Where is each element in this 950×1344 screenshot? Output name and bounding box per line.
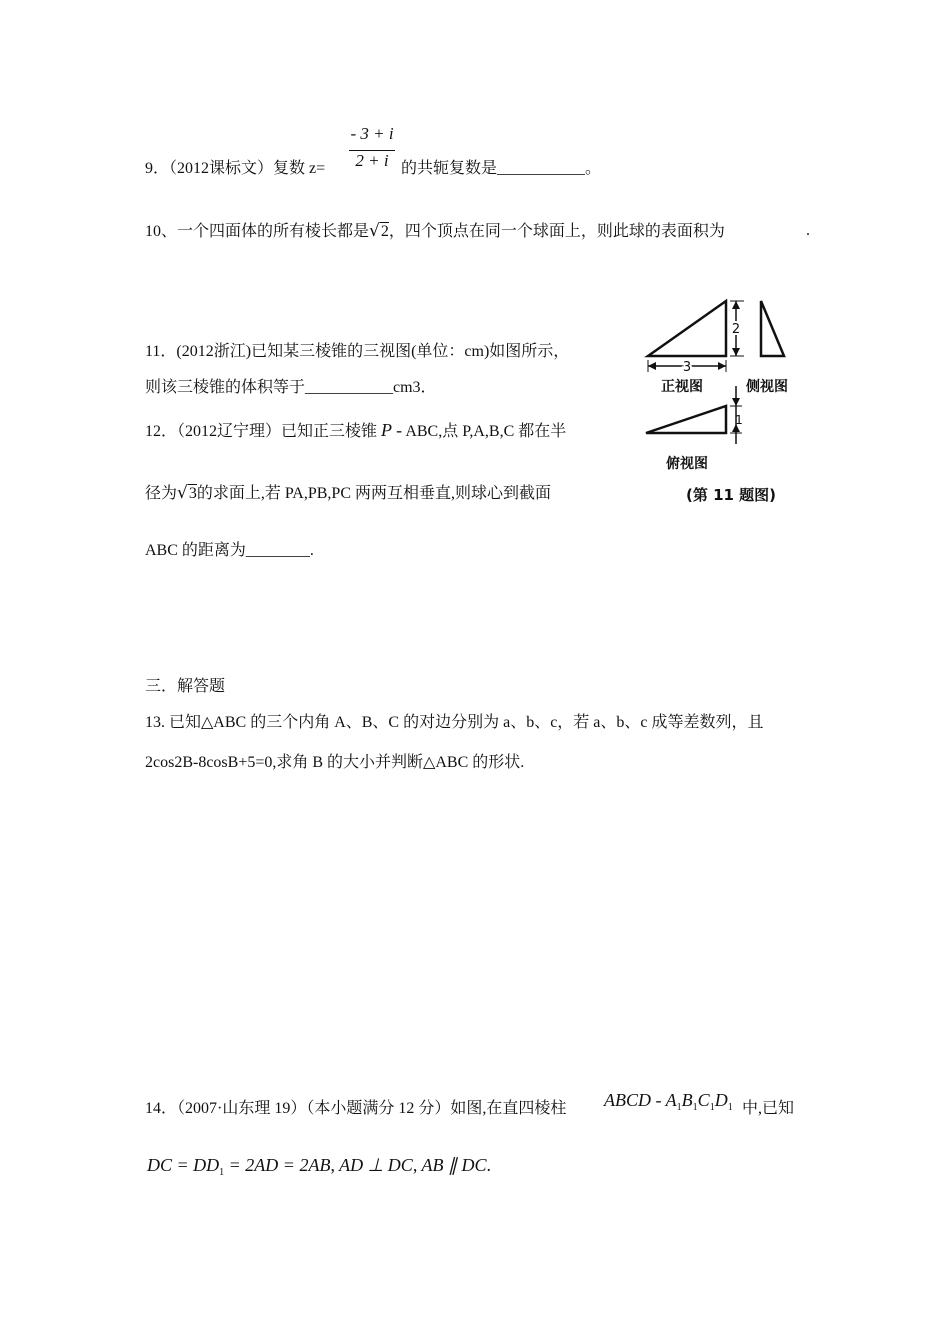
q14-eq1-rest: = 2AD = 2AB bbox=[224, 1155, 331, 1175]
arrow-left-icon bbox=[648, 362, 656, 370]
q9-denominator: 2 + i bbox=[355, 151, 389, 170]
arrow-down-icon bbox=[732, 348, 740, 356]
q14-suffix: 中,已知 bbox=[742, 1100, 795, 1117]
q14-prism-c: C bbox=[697, 1090, 710, 1110]
q12-prefix: 12．（2012辽宁理）已知正三棱锥 bbox=[145, 423, 378, 440]
q10-text bbox=[145, 221, 725, 242]
q10-suffix: ，四个顶点在同一个球面上，则此球的表面积为 bbox=[388, 223, 725, 240]
subscript: 1 bbox=[676, 1102, 682, 1113]
q14-sep: , bbox=[412, 1155, 418, 1175]
q10-end: . bbox=[806, 222, 810, 239]
q11-line2: 则该三棱锥的体积等于___________cm3． bbox=[145, 379, 437, 396]
q10-prefix: 10、一个四面体的所有棱长都是 bbox=[145, 223, 370, 240]
q14-conditions bbox=[147, 1155, 491, 1179]
q12-line2 bbox=[145, 483, 551, 504]
dim-label-2: 2 bbox=[731, 322, 741, 337]
subscript: 1 bbox=[709, 1102, 715, 1113]
q9-numerator: - 3 + i bbox=[350, 124, 394, 143]
q14-eq3: AB ∥ DC bbox=[421, 1155, 487, 1175]
q14-line1 bbox=[145, 1099, 566, 1119]
q14-end: . bbox=[486, 1155, 491, 1175]
section-title: 三．解答题 bbox=[145, 678, 226, 695]
arrow-up-icon bbox=[732, 301, 740, 309]
q14-eq2: AD ⊥ DC bbox=[339, 1155, 413, 1175]
dim-label-1: 1 bbox=[735, 413, 743, 427]
q13-line1: 13. 已知△ABC 的三个内角 A、B、C 的对边分别为 a、b、c，若 a、b、c 成等差数列，且 bbox=[145, 714, 764, 731]
q10-sqrt-arg: 2 bbox=[380, 223, 389, 240]
q11-line1: 11．(2012浙江)已知某三棱锥的三视图(单位：cm)如图所示， bbox=[145, 343, 570, 360]
three-view-figure bbox=[636, 296, 806, 508]
q12-line2-suffix: 的求面上,若 PA,PB,PC 两两互相垂直,则球心到截面 bbox=[196, 485, 551, 502]
q14-prism bbox=[604, 1090, 733, 1114]
subscript: 1 bbox=[727, 1102, 733, 1113]
q14-prism-main: ABCD - A bbox=[604, 1090, 677, 1110]
q12-sqrt-arg: 3 bbox=[188, 485, 197, 502]
label-top-view: 俯视图 bbox=[666, 456, 708, 472]
label-side-view: 侧视图 bbox=[746, 379, 788, 395]
q12-math-p: P - bbox=[381, 420, 403, 440]
subscript: 1 bbox=[219, 1167, 225, 1178]
q14-prism-b: B bbox=[681, 1090, 693, 1110]
arrow-down-icon bbox=[732, 398, 740, 406]
q9-suffix: 的共轭复数是___________。 bbox=[401, 160, 602, 177]
sqrt-symbol: √ bbox=[177, 483, 188, 503]
q12-line2-prefix: 径为 bbox=[145, 485, 178, 502]
q14-prism-d: D bbox=[714, 1090, 728, 1110]
figure-caption: (第 11 题图) bbox=[686, 486, 777, 504]
top-view-triangle bbox=[646, 406, 726, 433]
dim-label-3: 3 bbox=[682, 360, 692, 375]
q14-eq1: DC = DD bbox=[147, 1155, 220, 1175]
q9-prefix: 9．（2012课标文）复数 z= bbox=[145, 160, 326, 177]
q14-prefix: 14．（2007·山东理 19）（本小题满分 12 分）如图,在直四棱柱 bbox=[145, 1100, 567, 1117]
q13-line2: 2cos2B-8cosB+5=0,求角 B 的大小并判断△ABC 的形状. bbox=[145, 754, 525, 771]
side-view-triangle bbox=[761, 301, 784, 356]
subscript: 1 bbox=[692, 1102, 698, 1113]
q14-sep: , bbox=[330, 1155, 335, 1175]
q12-line3: ABC 的距离为________. bbox=[145, 542, 314, 559]
label-front-view: 正视图 bbox=[661, 379, 703, 395]
sqrt-symbol: √ bbox=[369, 221, 380, 241]
q12-suffix: ABC,点 P,A,B,C 都在半 bbox=[405, 423, 567, 440]
arrow-right-icon bbox=[718, 362, 726, 370]
front-view-triangle bbox=[648, 301, 726, 356]
q12-line1 bbox=[145, 420, 566, 442]
